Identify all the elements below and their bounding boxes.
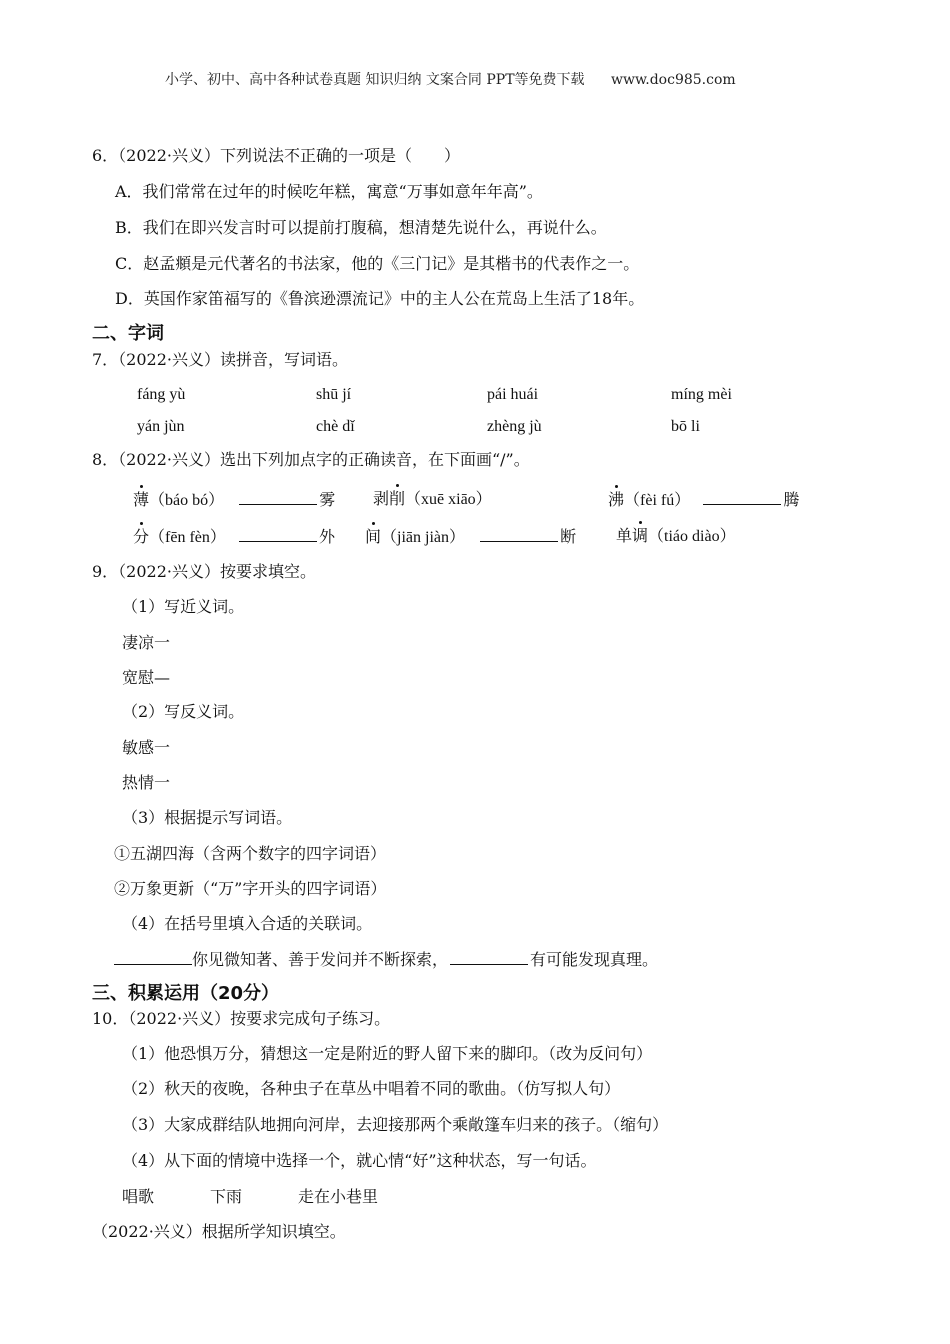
answer-blank[interactable] bbox=[450, 948, 528, 965]
pinyin-item: fáng yù bbox=[137, 386, 186, 403]
q8-item-jian bbox=[365, 525, 576, 549]
q9-word: 热情一 bbox=[122, 773, 171, 792]
header-url: www.doc985.com bbox=[610, 72, 736, 88]
q9-word: 凄凉一 bbox=[122, 633, 171, 652]
pinyin-item: zhèng jù bbox=[487, 418, 542, 435]
section-3-title: 三、积累运用（20分） bbox=[92, 983, 280, 1004]
pinyin-item: chè dǐ bbox=[316, 418, 355, 435]
q9-part-4: （4）在括号里填入合适的关联词。 bbox=[122, 914, 373, 933]
reading-options: （fēn fèn） bbox=[149, 529, 226, 546]
q8-item-xue bbox=[373, 488, 492, 511]
question-6-option-d: D．英国作家笛福写的《鲁滨逊漂流记》中的主人公在荒岛上生活了18年。 bbox=[115, 289, 645, 308]
q10-item: （3）大家成群结队地拥向河岸，去迎接那两个乘敞篷车归来的孩子。（缩句） bbox=[122, 1115, 669, 1134]
dotted-char: 分 bbox=[133, 527, 150, 546]
word-prefix: 剥 bbox=[373, 489, 390, 508]
q8-item-fen bbox=[133, 525, 335, 549]
pinyin-item: shū jí bbox=[316, 386, 352, 403]
dotted-char: 沸 bbox=[608, 490, 625, 509]
answer-blank[interactable] bbox=[114, 948, 192, 965]
pinyin-item: bō li bbox=[671, 418, 700, 435]
pinyin-item: míng mèi bbox=[671, 386, 732, 403]
answer-blank[interactable] bbox=[239, 525, 317, 542]
q10-item: （4）从下面的情境中选择一个，就心情“好”这种状态，写一句话。 bbox=[122, 1151, 597, 1170]
q9-word: 敏感一 bbox=[122, 738, 171, 757]
question-7-stem: 7．（2022·兴义）读拼音，写词语。 bbox=[92, 350, 348, 369]
reading-options: （tiáo diào） bbox=[648, 528, 736, 545]
q10-choice: 走在小巷里 bbox=[298, 1187, 379, 1206]
q9-part-2: （2）写反义词。 bbox=[122, 702, 245, 721]
pinyin-item: pái huái bbox=[487, 386, 539, 403]
q8-item-fei bbox=[608, 488, 799, 512]
dotted-char: 调 bbox=[632, 526, 649, 545]
question-6-option-a: A．我们常常在过年的时候吃年糕，寓意“万事如意年年高”。 bbox=[115, 182, 543, 201]
q10-choice: 唱歌 bbox=[122, 1187, 155, 1206]
section-2-title: 二、字词 bbox=[92, 323, 164, 344]
q10-item: （2）秋天的夜晚，各种虫子在草丛中唱着不同的歌曲。（仿写拟人句） bbox=[122, 1079, 621, 1098]
word-tail: 雾 bbox=[319, 490, 336, 509]
sentence-end: 有可能发现真理。 bbox=[530, 950, 659, 969]
q9-word: 宽慰— bbox=[122, 668, 171, 687]
question-6-option-b: B．我们在即兴发言时可以提前打腹稿，想清楚先说什么，再说什么。 bbox=[115, 218, 607, 237]
q9-fill-sentence bbox=[114, 948, 658, 971]
question-10-stem: 10．（2022·兴义）按要求完成句子练习。 bbox=[92, 1009, 391, 1028]
q8-item-bao bbox=[133, 488, 335, 512]
word-prefix: 单 bbox=[616, 526, 633, 545]
q9-hint: ①五湖四海（含两个数字的四字词语） bbox=[114, 844, 387, 863]
answer-blank[interactable] bbox=[480, 525, 558, 542]
answer-blank[interactable] bbox=[703, 488, 781, 505]
page-header bbox=[165, 70, 736, 90]
q9-part-1: （1）写近义词。 bbox=[122, 597, 245, 616]
reading-options: （jiān jiàn） bbox=[381, 529, 466, 546]
sentence-middle: 你见微知著、善于发问并不断探索， bbox=[192, 950, 449, 969]
word-tail: 外 bbox=[318, 527, 335, 546]
question-9-stem: 9．（2022·兴义）按要求填空。 bbox=[92, 562, 316, 581]
question-8-stem: 8．（2022·兴义）选出下列加点字的正确读音，在下面画“/”。 bbox=[92, 450, 530, 469]
reading-options: （xuē xiāo） bbox=[405, 491, 492, 508]
question-6-option-c: C．赵孟頫是元代著名的书法家，他的《三门记》是其楷书的代表作之一。 bbox=[115, 254, 640, 273]
answer-blank[interactable] bbox=[239, 488, 317, 505]
dotted-char: 薄 bbox=[133, 490, 150, 509]
dotted-char: 间 bbox=[365, 527, 382, 546]
reading-options: （báo bó） bbox=[149, 492, 225, 509]
question-11-stem: （2022·兴义）根据所学知识填空。 bbox=[92, 1222, 346, 1241]
q8-item-diao bbox=[616, 525, 736, 548]
word-tail: 断 bbox=[560, 527, 577, 546]
word-tail: 腾 bbox=[783, 490, 800, 509]
q9-hint: ②万象更新（“万”字开头的四字词语） bbox=[114, 879, 387, 898]
dotted-char: 削 bbox=[389, 489, 406, 508]
header-text: 小学、初中、高中各种试卷真题 知识归纳 文案合同 PPT等免费下载 bbox=[165, 72, 585, 88]
q10-choice: 下雨 bbox=[210, 1187, 243, 1206]
reading-options: （fèi fú） bbox=[624, 492, 691, 509]
q9-part-3: （3）根据提示写词语。 bbox=[122, 808, 293, 827]
pinyin-item: yán jùn bbox=[137, 418, 185, 435]
q10-item: （1）他恐惧万分，猜想这一定是附近的野人留下来的脚印。（改为反问句） bbox=[122, 1044, 653, 1063]
question-6-stem: 6．（2022·兴义）下列说法不正确的一项是（ ） bbox=[92, 146, 460, 165]
